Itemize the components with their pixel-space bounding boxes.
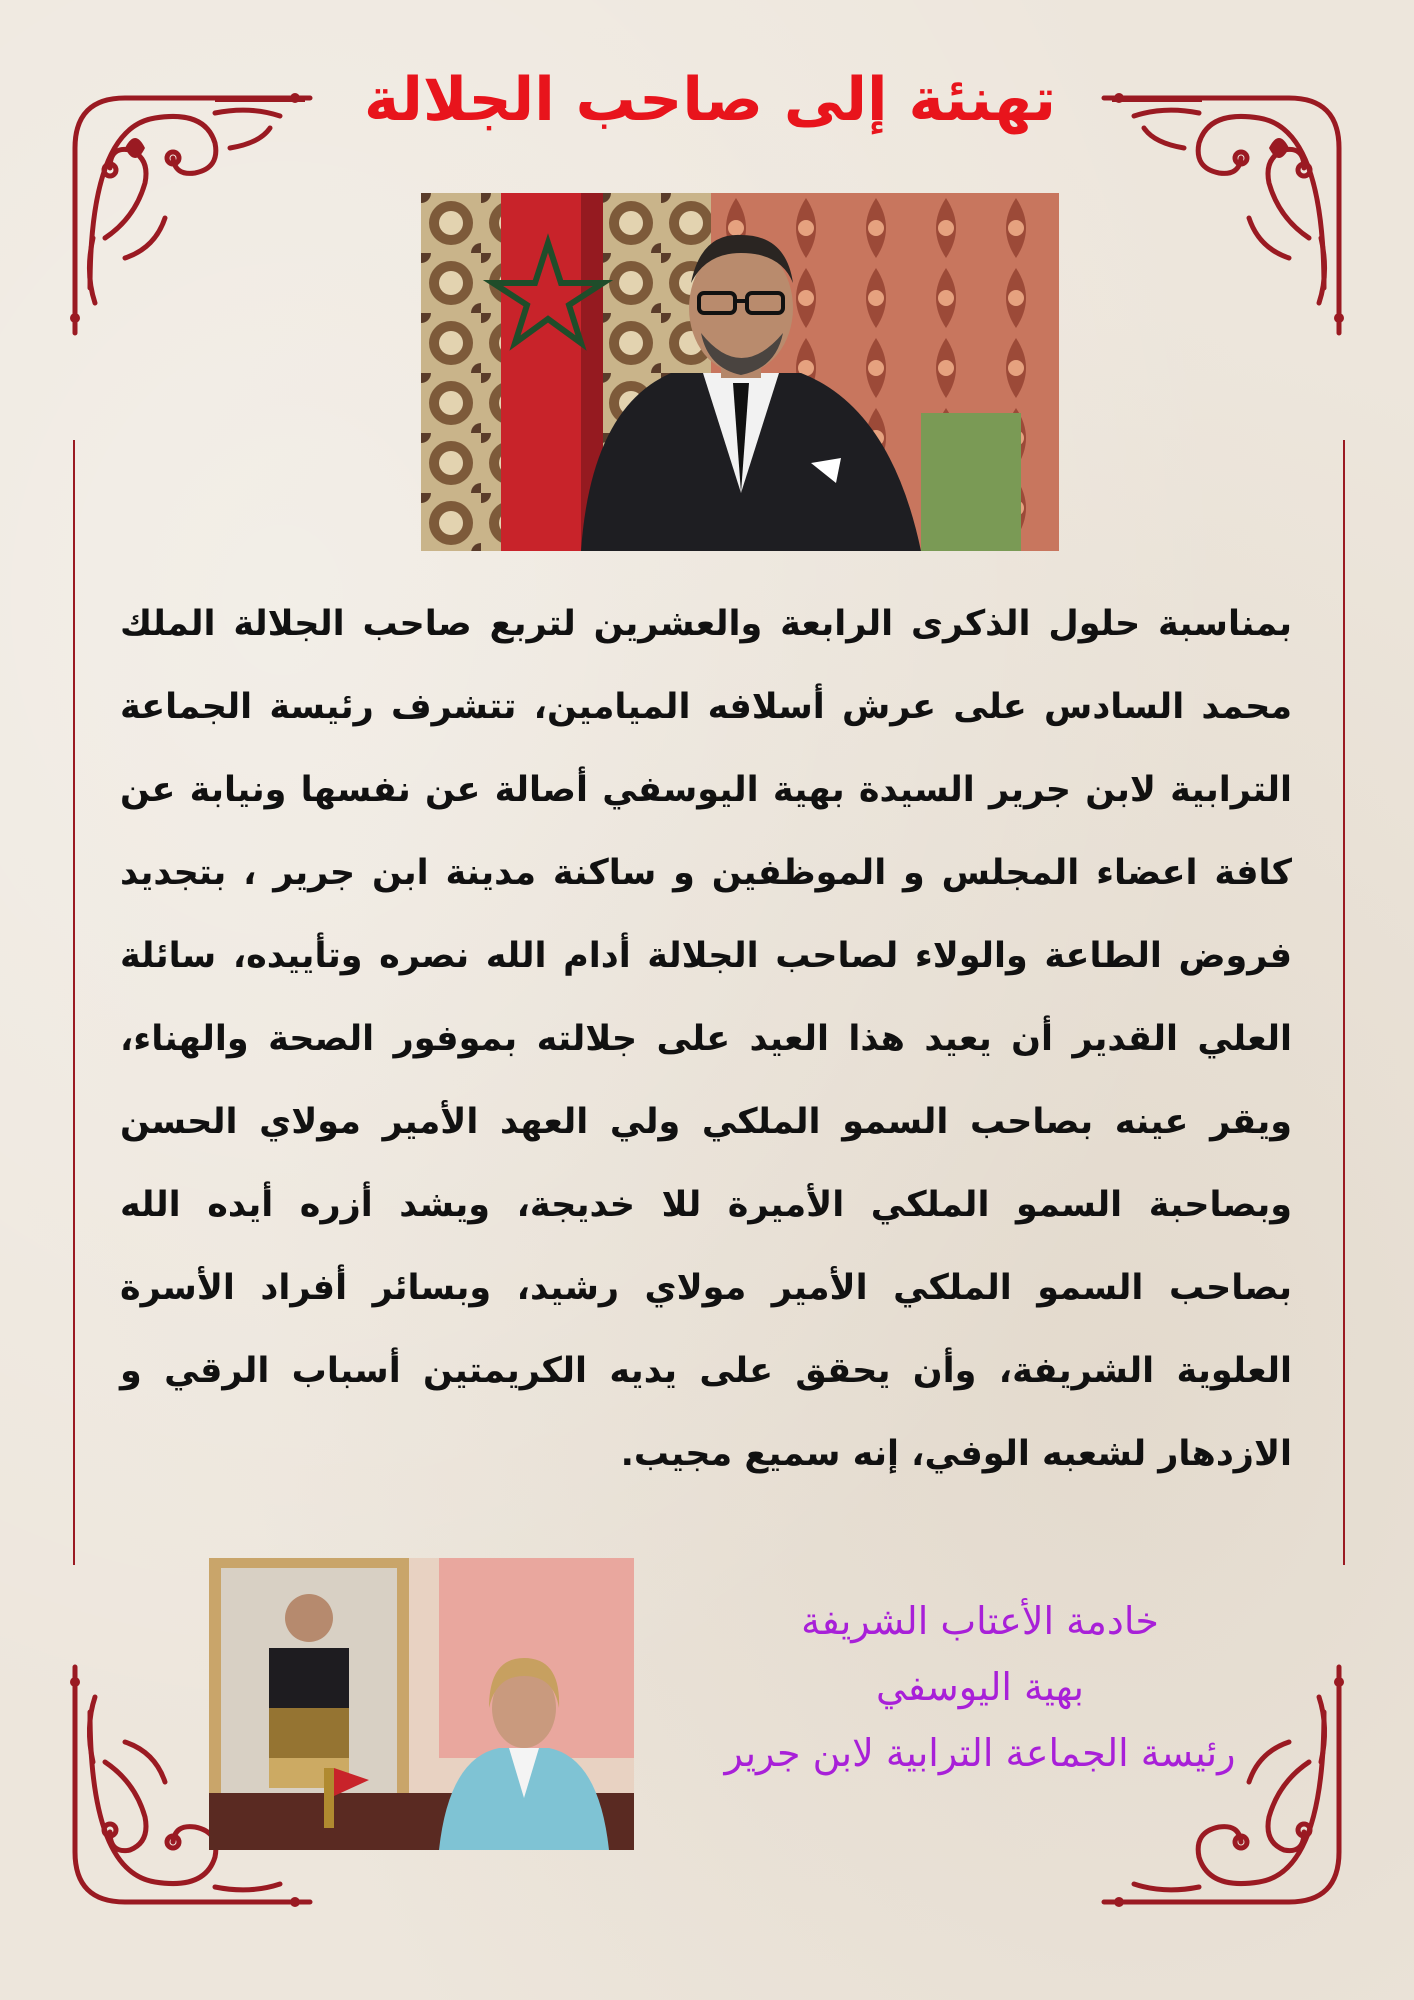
signature-line-position: رئيسة الجماعة الترابية لابن جرير (724, 1731, 1236, 1775)
border-line-right (1343, 440, 1345, 1565)
signature-block (680, 1588, 1280, 1786)
body-paragraph: بمناسبة حلول الذكرى الرابعة والعشرين لتربع صاحب الجلالة الملك محمد السادس على عرش أسلافه الميامين، تتشرف رئيسة الجماعة الترابية لابن جرير السيدة بهية اليوسفي أصالة عن نفسها ونيابة عن كافة اعضاء المجلس و الموظفين و ساكنة مدينة ابن جرير ، بتجديد فروض الطاعة والولاء لصاحب الجلالة أدام الله نصره وتأييده، سائلة العلي القدير أن يعيد هذا العيد على جلالته بموفور الصحة والهناء، ويقر عينه بصاحب السمو الملكي ولي العهد الأمير مولاي الحسن وبصاحبة السمو الملكي الأميرة للا خديجة، ويشد أزره أيده الله بصاحب السمو الملكي الأمير مولاي رشيد، وبسائر أفراد الأسرة العلوية الشريفة، وأن يحقق على يديه الكريمتين أسباب الرقي و الازدهار لشعبه الوفي، إنه سميع مجيب. (120, 604, 1292, 1474)
page-title: تهنئة إلى صاحب الجلالة (363, 65, 1057, 135)
signature-photo (209, 1558, 634, 1850)
main-portrait-photo (421, 193, 1059, 551)
signature-line-title: خادمة الأعتاب الشريفة (801, 1599, 1159, 1643)
corner-ornament-top-left (65, 88, 315, 338)
signature-line-name: بهية اليوسفي (876, 1665, 1084, 1709)
border-line-left (73, 440, 75, 1565)
corner-ornament-top-right (1099, 88, 1349, 338)
